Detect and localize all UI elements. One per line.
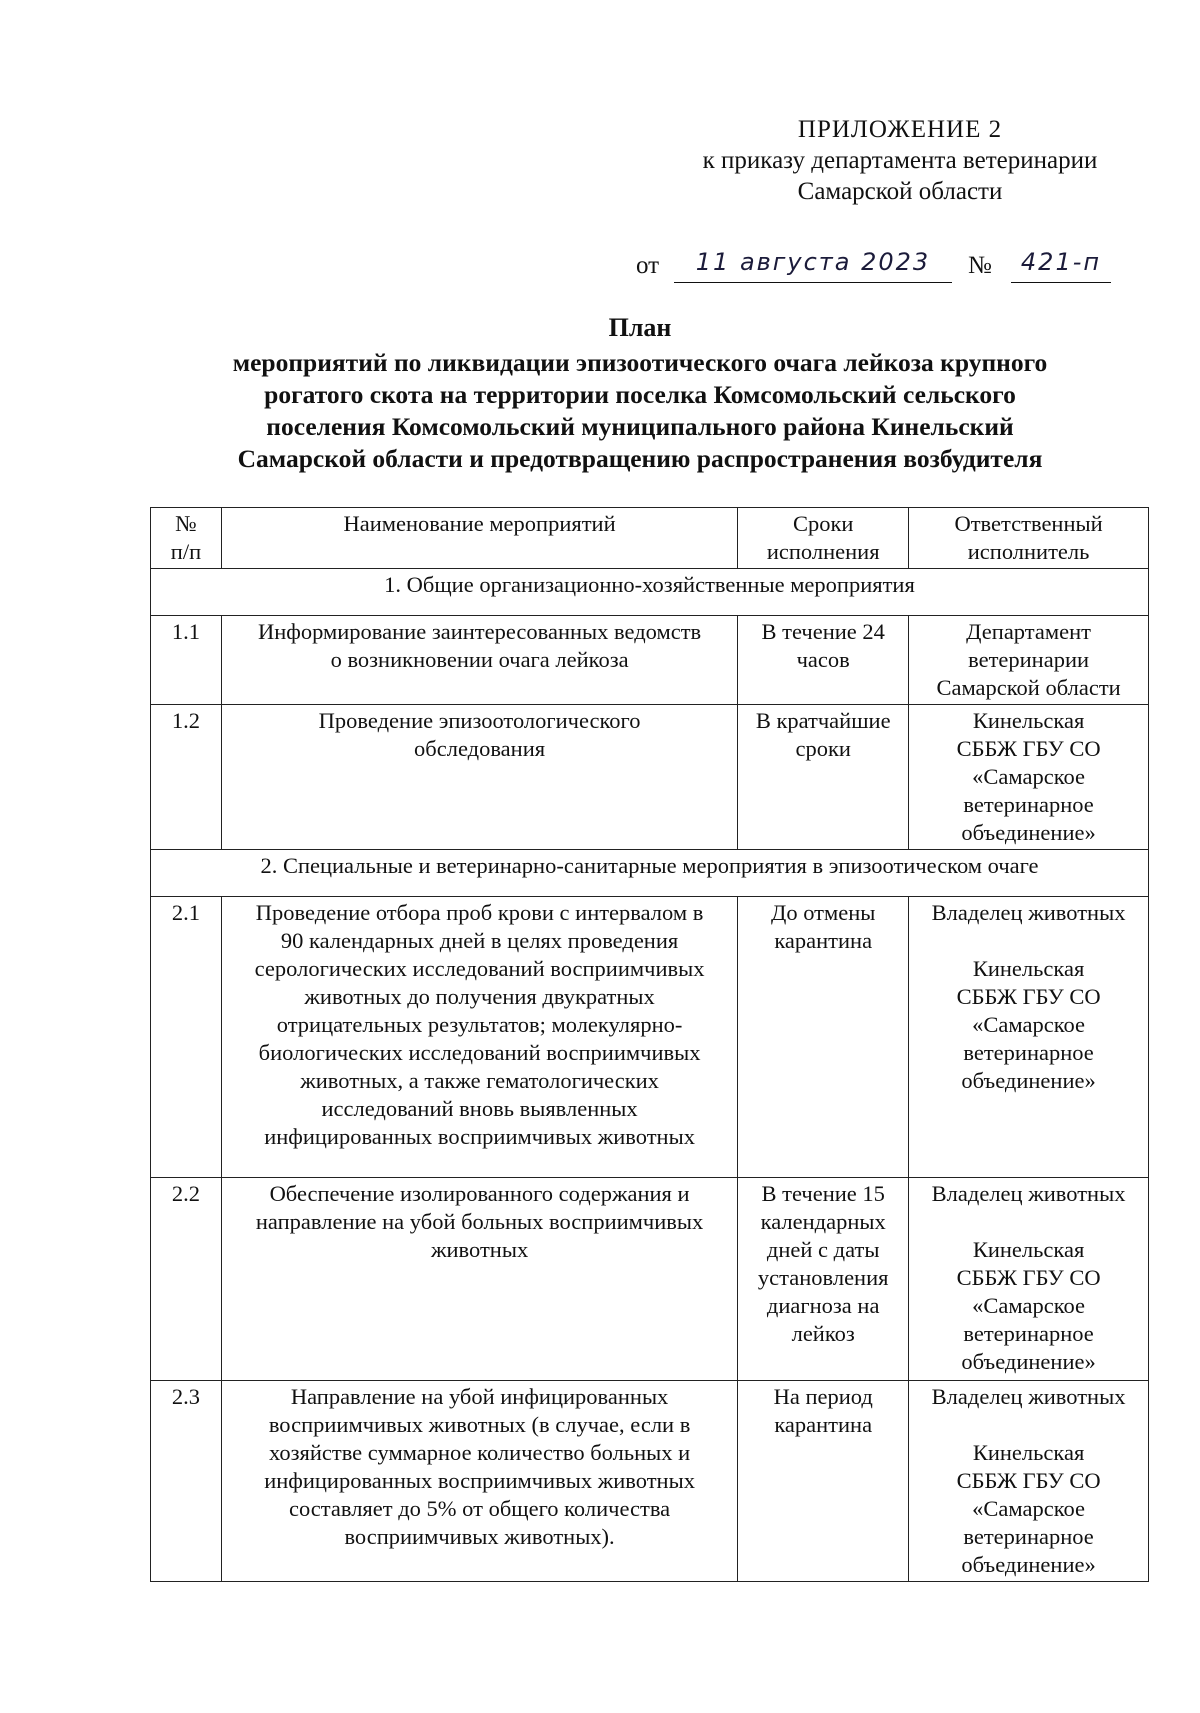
row-term-line: календарных	[760, 1209, 886, 1234]
row-name-line: хозяйстве суммарное количество больных и	[268, 1440, 691, 1465]
row-resp	[909, 705, 1149, 850]
row-name-line: серологических исследований восприимчивых	[254, 956, 705, 981]
plan-title: План	[608, 313, 672, 342]
appendix-line-1: к приказу департамента ветеринарии	[702, 147, 1098, 174]
header-term-line: исполнения	[766, 539, 880, 564]
table-header-row	[151, 508, 1149, 569]
row-resp-owner: Владелец животных	[931, 1181, 1126, 1206]
resp-spacer	[914, 1411, 1143, 1439]
row-resp-owner: Владелец животных	[931, 1384, 1126, 1409]
row-name	[221, 616, 737, 705]
row-resp-line: ветеринарное	[963, 1524, 1094, 1549]
header-num-line: п/п	[170, 539, 202, 564]
row-resp-line: Кинельская	[972, 708, 1085, 733]
row-resp-line: ветеринарное	[963, 1321, 1094, 1346]
row-term-line: На период	[773, 1384, 873, 1409]
row-resp-line: ветеринарное	[963, 792, 1094, 817]
header-resp-line: Ответственный	[954, 511, 1103, 536]
row-name-line: Направление на убой инфицированных	[290, 1384, 669, 1409]
row-num: 1.1	[151, 616, 222, 705]
plan-subtitle	[160, 347, 1120, 475]
row-name-line: направление на убой больных восприимчивых	[255, 1209, 704, 1234]
appendix-line-2: Самарской области	[797, 178, 1003, 205]
row-name-line: исследований вновь выявленных	[321, 1096, 638, 1121]
row-name	[221, 705, 737, 850]
row-resp-line: Самарской области	[936, 675, 1121, 700]
header-term	[738, 508, 909, 569]
row-resp-line: СББЖ ГБУ СО	[956, 1468, 1101, 1493]
row-name-line: инфицированных восприимчивых животных	[264, 1124, 695, 1149]
table-row	[151, 705, 1149, 850]
row-resp-line: СББЖ ГБУ СО	[956, 984, 1101, 1009]
row-name	[221, 1178, 737, 1381]
header-term-line: Сроки	[792, 511, 854, 536]
row-name-line: отрицательных результатов; молекулярно-	[276, 1012, 683, 1037]
row-name-line: Проведение отбора проб крови с интервалом в	[255, 900, 704, 925]
plan-subtitle-line: рогатого скота на территории поселка Комсомольский сельского	[264, 380, 1016, 409]
row-name-line: восприимчивых животных).	[344, 1524, 615, 1549]
row-resp-line: объединение»	[961, 1552, 1096, 1577]
header-resp	[909, 508, 1149, 569]
row-resp-line: объединение»	[961, 820, 1096, 845]
row-name-line: биологических исследований восприимчивых	[258, 1040, 701, 1065]
row-term-line: дней с даты	[766, 1237, 880, 1262]
row-resp	[909, 897, 1149, 1178]
order-prefix: от	[636, 252, 660, 279]
measures-table	[150, 507, 1149, 1582]
header-num	[151, 508, 222, 569]
row-term-line: В течение 24	[761, 619, 885, 644]
row-num: 2.3	[151, 1381, 222, 1582]
row-term-line: карантина	[774, 928, 873, 953]
order-reference	[636, 248, 1136, 288]
row-name-line: инфицированных восприимчивых животных	[264, 1468, 695, 1493]
section-title: 2. Специальные и ветеринарно-санитарные мероприятия в эпизоотическом очаге	[151, 850, 1149, 897]
row-term-line: До отмены	[770, 900, 876, 925]
row-resp	[909, 616, 1149, 705]
row-name-line: восприимчивых животных (в случае, если в	[268, 1412, 691, 1437]
row-resp-line: СББЖ ГБУ СО	[956, 1265, 1101, 1290]
resp-spacer	[914, 1208, 1143, 1236]
row-name-line: животных до получения двукратных	[304, 984, 655, 1009]
row-resp-line: «Самарское	[972, 764, 1085, 789]
table-row	[151, 1381, 1149, 1582]
row-resp-line: Кинельская	[972, 956, 1085, 981]
row-resp	[909, 1178, 1149, 1381]
row-name-line: Обеспечение изолированного содержания и	[269, 1181, 690, 1206]
header-num-line: №	[175, 511, 197, 536]
row-resp-line: Кинельская	[972, 1237, 1085, 1262]
row-term-line: карантина	[774, 1412, 873, 1437]
row-resp-line: «Самарское	[972, 1012, 1085, 1037]
row-resp-line: СББЖ ГБУ СО	[956, 736, 1101, 761]
row-term-line: В течение 15	[761, 1181, 885, 1206]
row-num: 2.2	[151, 1178, 222, 1381]
row-term-line: диагноза на	[766, 1293, 880, 1318]
table-row	[151, 1178, 1149, 1381]
row-num: 2.1	[151, 897, 222, 1178]
row-name-line: обследования	[414, 736, 546, 761]
table-row	[151, 616, 1149, 705]
section-row	[151, 569, 1149, 616]
row-name-line: 90 календарных дней в целях проведения	[280, 928, 679, 953]
row-term-line: сроки	[795, 736, 851, 761]
appendix-title: ПРИЛОЖЕНИЕ 2	[797, 116, 1003, 143]
row-name	[221, 897, 737, 1178]
row-name	[221, 1381, 737, 1582]
row-resp-line: Кинельская	[972, 1440, 1085, 1465]
row-name-line: о возникновении очага лейкоза	[330, 647, 629, 672]
section-row	[151, 850, 1149, 897]
appendix-header	[660, 114, 1140, 207]
row-resp-line: Департамент	[966, 619, 1091, 644]
row-resp	[909, 1381, 1149, 1582]
row-name-line: животных	[430, 1237, 529, 1262]
row-term	[738, 897, 909, 1178]
row-term-line: часов	[796, 647, 850, 672]
header-name: Наименование мероприятий	[221, 508, 737, 569]
row-name-line: Проведение эпизоотологического	[318, 708, 641, 733]
row-name-line: составляет до 5% от общего количества	[289, 1496, 671, 1521]
row-term-line: установления	[757, 1265, 889, 1290]
plan-subtitle-line: мероприятий по ликвидации эпизоотического очага лейкоза крупного	[232, 348, 1048, 377]
row-resp-line: ветеринарии	[968, 647, 1090, 672]
row-resp-line: «Самарское	[972, 1293, 1085, 1318]
plan-subtitle-line: Самарской области и предотвращению распространения возбудителя	[237, 444, 1043, 473]
order-number-handwritten: 421-п	[1011, 248, 1111, 283]
order-date-handwritten: 11 августа 2023	[674, 248, 952, 283]
plan-subtitle-line: поселения Комсомольский муниципального района Кинельский	[266, 412, 1014, 441]
row-name-line: Информирование заинтересованных ведомств	[258, 619, 702, 644]
row-resp-line: «Самарское	[972, 1496, 1085, 1521]
row-term	[738, 1178, 909, 1381]
resp-spacer	[914, 927, 1143, 955]
table-row	[151, 897, 1149, 1178]
row-term	[738, 616, 909, 705]
row-term	[738, 1381, 909, 1582]
order-number-sign: №	[968, 252, 992, 279]
row-term-line: В кратчайшие	[755, 708, 891, 733]
row-resp-line: объединение»	[961, 1068, 1096, 1093]
row-resp-line: объединение»	[961, 1349, 1096, 1374]
row-term	[738, 705, 909, 850]
row-term-line: лейкоз	[791, 1321, 855, 1346]
section-title: 1. Общие организационно-хозяйственные мероприятия	[151, 569, 1149, 616]
row-name-line: животных, а также гематологических	[300, 1068, 659, 1093]
row-num: 1.2	[151, 705, 222, 850]
row-resp-owner: Владелец животных	[931, 900, 1126, 925]
row-resp-line: ветеринарное	[963, 1040, 1094, 1065]
header-resp-line: исполнитель	[967, 539, 1090, 564]
